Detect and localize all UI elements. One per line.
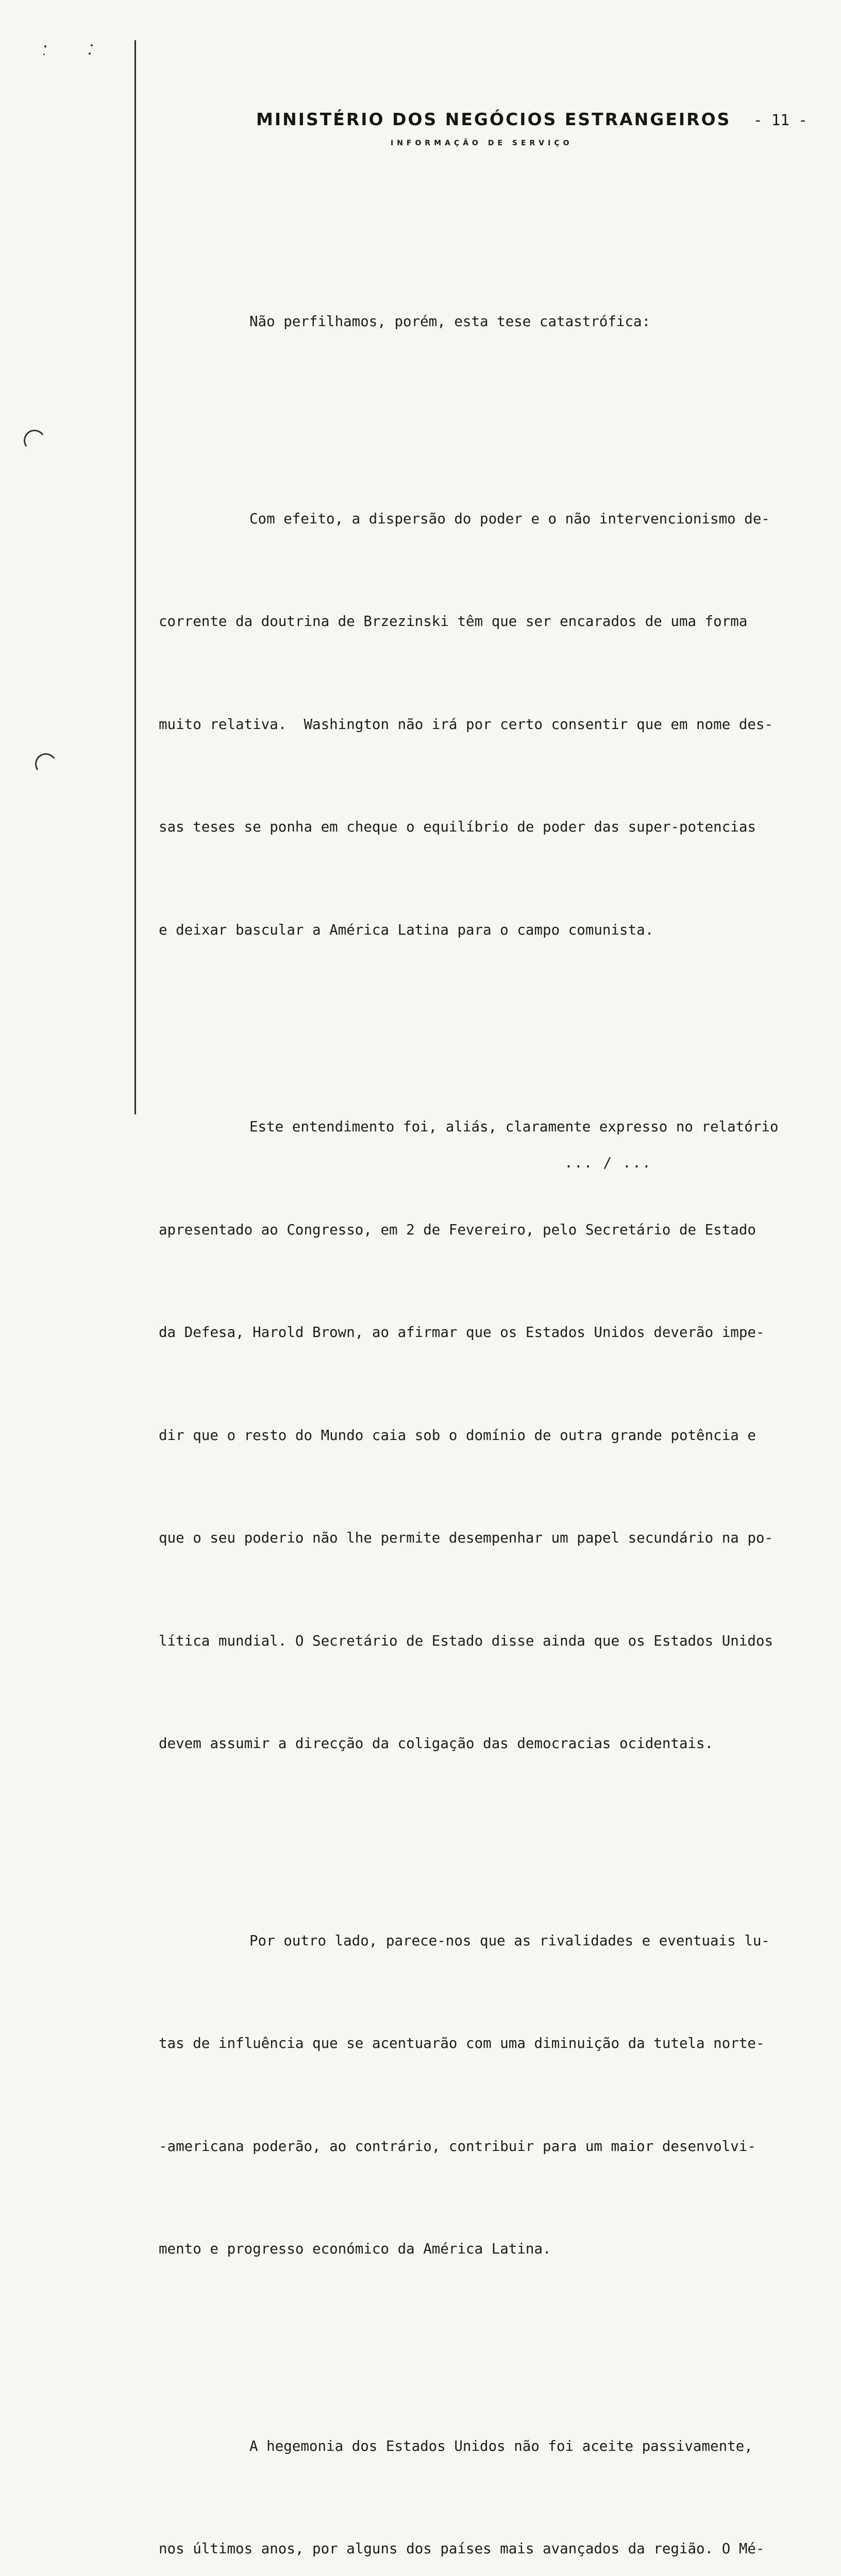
ink-specks	[41, 41, 98, 82]
ink-speck	[44, 45, 46, 47]
continuation-mark: ... / ...	[564, 1154, 652, 1171]
paragraph	[159, 1855, 829, 2335]
text-line: corrente da doutrina de Brzezinski têm que ser encarados de uma forma	[159, 604, 829, 639]
text-line: -americana poderão, ao contrário, contribuir para um maior desenvolvi-	[159, 2129, 829, 2164]
paragraph	[159, 2361, 829, 2576]
ministry-title: MINISTÉRIO DOS NEGÓCIOS ESTRANGEIROS	[256, 109, 731, 129]
text-line: devem assumir a direcção da coligação das democracias ocidentais.	[159, 1726, 829, 1761]
page-number: - 11 -	[753, 111, 808, 129]
text-line: Por outro lado, parece-nos que as rivalidades e eventuais lu-	[159, 1924, 829, 1958]
text-line: nos últimos anos, por alguns dos países mais avançados da região. O Mé-	[159, 2532, 829, 2566]
punch-hole-mark	[22, 428, 47, 453]
text-line: da Defesa, Harold Brown, ao afirmar que os Estados Unidos deverão impe-	[159, 1315, 829, 1350]
body-text	[159, 236, 829, 2576]
ink-speck	[89, 53, 91, 55]
punch-hole-mark	[33, 752, 59, 777]
text-line: que o seu poderio não lhe permite desempenhar um papel secundário na po-	[159, 1521, 829, 1555]
text-line: tas de influência que se acentuarão com uma diminuição da tutela norte-	[159, 2026, 829, 2061]
document-type-subtitle: INFORMAÇÃO DE SERVIÇO	[391, 139, 573, 147]
paragraph	[159, 433, 829, 1016]
text-line: e deixar bascular a América Latina para o campo comunista.	[159, 913, 829, 947]
text-line: Não perfilhamos, porém, esta tese catastrófica:	[159, 304, 829, 339]
text-line: A hegemonia dos Estados Unidos não foi aceite passivamente,	[159, 2429, 829, 2464]
ink-speck	[91, 44, 93, 46]
text-line: lítica mundial. O Secretário de Estado disse ainda que os Estados Unidos	[159, 1624, 829, 1658]
paragraph	[159, 1041, 829, 1829]
margin-rule	[134, 40, 136, 1114]
ink-speck	[43, 54, 45, 55]
text-line: apresentado ao Congresso, em 2 de Fevereiro, pelo Secretário de Estado	[159, 1213, 829, 1247]
paragraph	[159, 236, 829, 408]
document-page	[0, 0, 841, 1204]
text-line: dir que o resto do Mundo caia sob o domínio de outra grande potência e	[159, 1418, 829, 1453]
text-line: muito relativa. Washington não irá por certo consentir que em nome des-	[159, 707, 829, 742]
text-line: sas teses se ponha em cheque o equilíbrio de poder das super-potencias	[159, 810, 829, 844]
text-line: Com efeito, a dispersão do poder e o não intervencionismo de-	[159, 502, 829, 536]
text-line: Este entendimento foi, aliás, claramente expresso no relatório	[159, 1110, 829, 1144]
text-line: mento e progresso económico da América Latina.	[159, 2232, 829, 2266]
